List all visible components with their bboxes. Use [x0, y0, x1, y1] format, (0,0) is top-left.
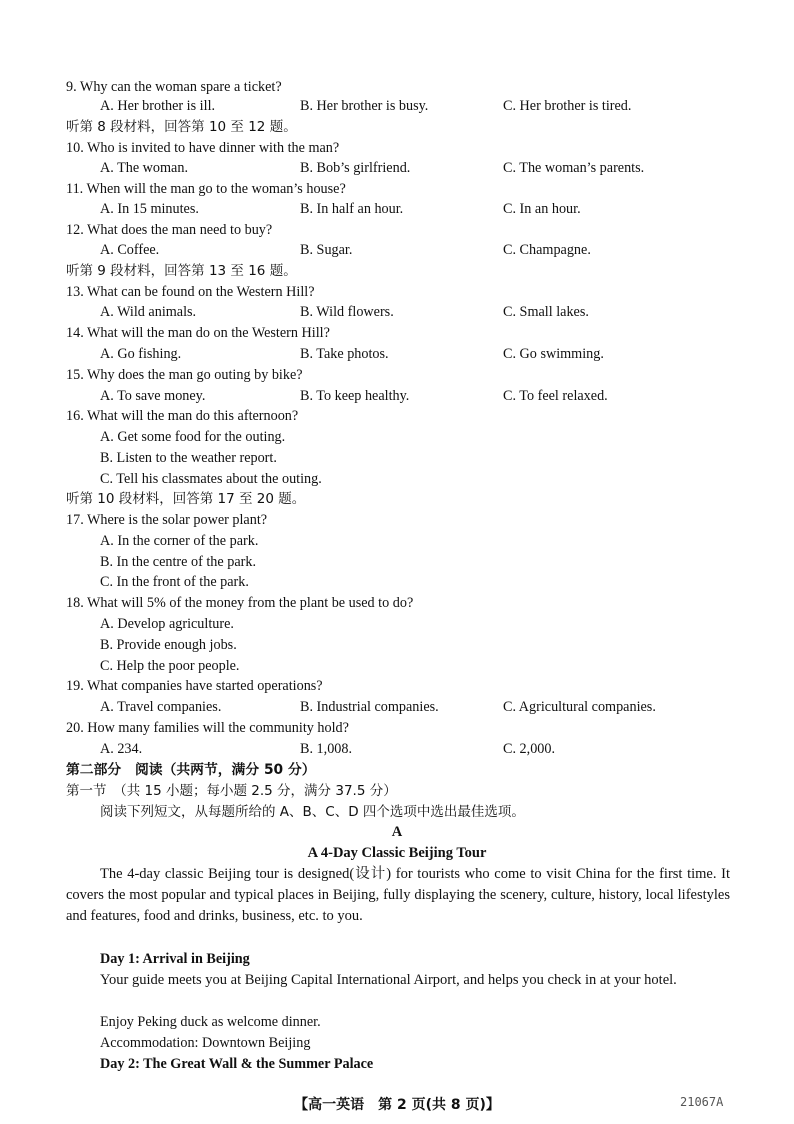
q11-option-a: A. In 15 minutes. [100, 201, 199, 217]
q17-option-c: C. In the front of the park. [100, 574, 249, 590]
question-11: 11. When will the man go to the woman’s house? [66, 181, 346, 197]
section-1-heading: 第一节 （共 15 小题；每小题 2.5 分，满分 37.5 分） [66, 783, 397, 799]
part-2-heading: 第二部分 阅读（共两节，满分 50 分） [66, 762, 316, 778]
q9-option-a: A. Her brother is ill. [100, 98, 216, 114]
q19-option-a: A. Travel companies. [100, 699, 222, 715]
question-20: 20. How many families will the community hold? [66, 720, 349, 736]
q13-option-a: A. Wild animals. [100, 304, 197, 320]
question-18: 18. What will 5% of the money from the plant be used to do? [66, 595, 414, 611]
day-1-heading: Day 1: Arrival in Beijing [100, 951, 250, 967]
day-2-heading: Day 2: The Great Wall & the Summer Palace [100, 1056, 374, 1072]
q14-option-a: A. Go fishing. [100, 346, 182, 362]
q16-option-c: C. Tell his classmates about the outing. [100, 471, 322, 487]
q13-option-c: C. Small lakes. [503, 304, 589, 320]
q15-option-a: A. To save money. [100, 388, 206, 404]
day-1-text: Your guide meets you at Beijing Capital International Airport, and helps you check in at your hotel. [100, 972, 677, 988]
q9-option-b: B. Her brother is busy. [300, 98, 429, 114]
q9-option-c: C. Her brother is tired. [503, 98, 632, 114]
q19-option-b: B. Industrial companies. [300, 699, 439, 715]
q18-option-a: A. Develop agriculture. [100, 616, 234, 632]
question-15: 15. Why does the man go outing by bike? [66, 367, 303, 383]
q13-option-b: B. Wild flowers. [300, 304, 394, 320]
q20-option-c: C. 2,000. [503, 741, 556, 757]
section-9-instruction: 听第 9 段材料，回答第 13 至 16 题。 [66, 263, 297, 279]
q15-option-c: C. To feel relaxed. [503, 388, 608, 404]
day-1-accommodation: Accommodation: Downtown Beijing [100, 1035, 311, 1051]
reading-instruction: 阅读下列短文，从每题所给的 A、B、C、D 四个选项中选出最佳选项。 [100, 804, 525, 820]
q16-option-a: A. Get some food for the outing. [100, 429, 286, 445]
passage-letter: A [391, 824, 403, 840]
question-9: 9. Why can the woman spare a ticket? [66, 79, 282, 95]
q10-option-c: C. The woman’s parents. [503, 160, 645, 176]
q12-option-c: C. Champagne. [503, 242, 591, 258]
q11-option-b: B. In half an hour. [300, 201, 404, 217]
exam-code: 21067A [680, 1095, 724, 1109]
page-footer: 【高一英语 第 2 页(共 8 页)】 [294, 1097, 500, 1113]
question-12: 12. What does the man need to buy? [66, 222, 273, 238]
q17-option-b: B. In the centre of the park. [100, 554, 257, 570]
q20-option-b: B. 1,008. [300, 741, 353, 757]
passage-paragraph-1: The 4-day classic Beijing tour is designed(设计) for tourists who come to visit China for the first time. It covers the most popular and typical places in Beijing, fully displaying the scenery, culture, history, local lifestyles and features, food and drinks, business, etc. to you. [66, 866, 730, 924]
q18-option-b: B. Provide enough jobs. [100, 637, 237, 653]
q19-option-c: C. Agricultural companies. [503, 699, 656, 715]
section-10-instruction: 听第 10 段材料，回答第 17 至 20 题。 [66, 491, 306, 507]
question-16: 16. What will the man do this afternoon? [66, 408, 299, 424]
question-13: 13. What can be found on the Western Hill? [66, 284, 315, 300]
q16-option-b: B. Listen to the weather report. [100, 450, 277, 466]
question-14: 14. What will the man do on the Western Hill? [66, 325, 330, 341]
q10-option-a: A. The woman. [100, 160, 188, 176]
q14-option-c: C. Go swimming. [503, 346, 604, 362]
q15-option-b: B. To keep healthy. [300, 388, 410, 404]
q17-option-a: A. In the corner of the park. [100, 533, 259, 549]
q20-option-a: A. 234. [100, 741, 143, 757]
q14-option-b: B. Take photos. [300, 346, 389, 362]
question-17: 17. Where is the solar power plant? [66, 512, 268, 528]
question-10: 10. Who is invited to have dinner with the man? [66, 140, 340, 156]
passage-title: A 4-Day Classic Beijing Tour [307, 845, 487, 861]
q10-option-b: B. Bob’s girlfriend. [300, 160, 411, 176]
q12-option-b: B. Sugar. [300, 242, 353, 258]
q11-option-c: C. In an hour. [503, 201, 581, 217]
q12-option-a: A. Coffee. [100, 242, 160, 258]
section-8-instruction: 听第 8 段材料，回答第 10 至 12 题。 [66, 119, 297, 135]
question-19: 19. What companies have started operations? [66, 678, 323, 694]
q18-option-c: C. Help the poor people. [100, 658, 240, 674]
day-1-dinner: Enjoy Peking duck as welcome dinner. [100, 1014, 321, 1030]
